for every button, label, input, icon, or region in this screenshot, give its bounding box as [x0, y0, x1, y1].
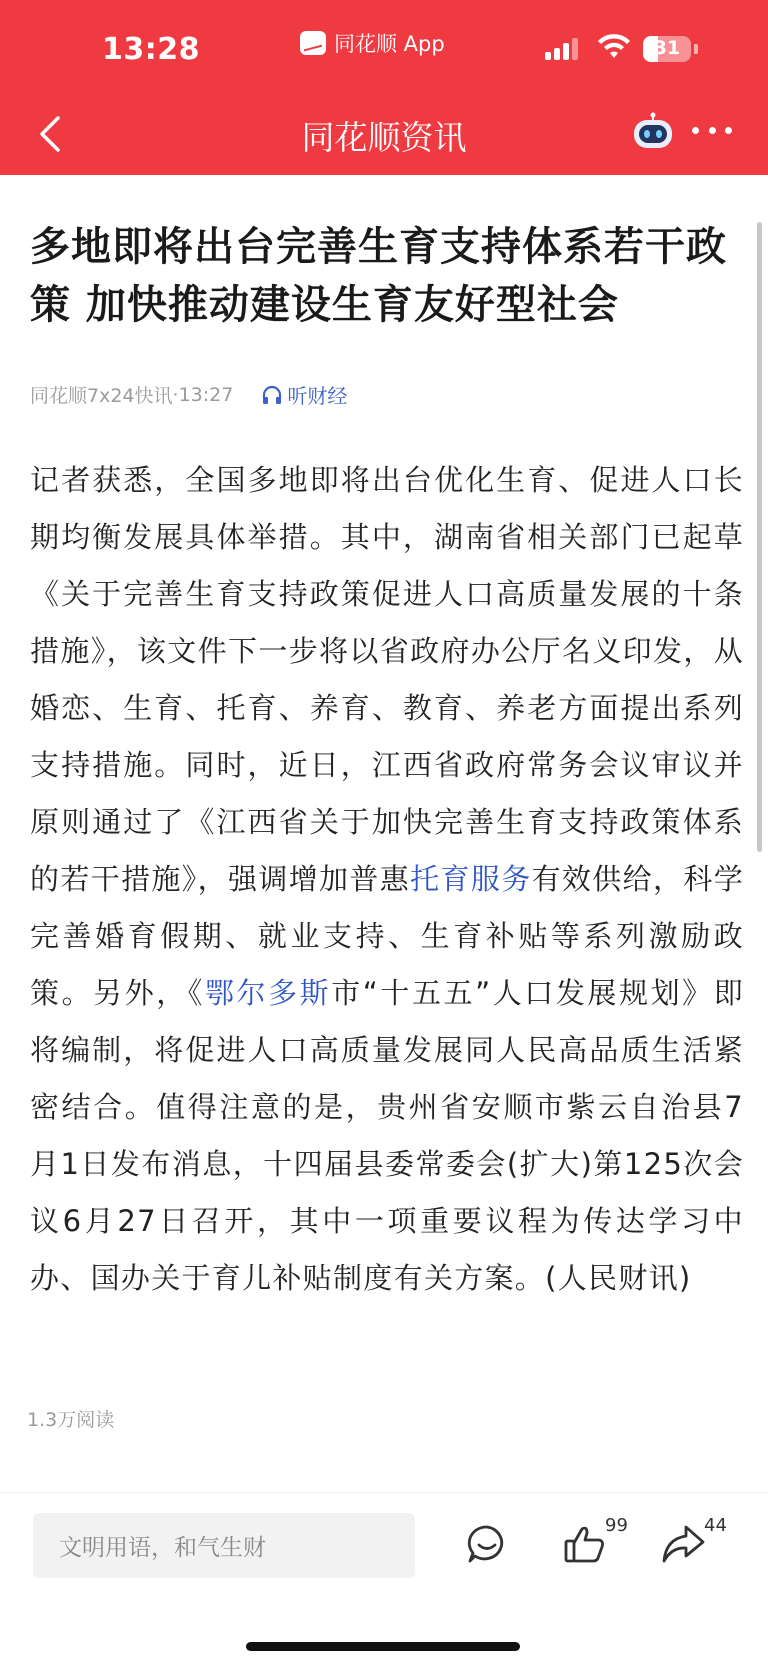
cellular-signal-icon [545, 38, 578, 60]
app-header [0, 0, 768, 175]
like-count: 99 [605, 1515, 628, 1536]
share-button[interactable] [660, 1515, 730, 1567]
article-time: 13:27 [178, 383, 234, 406]
headphones-icon [261, 384, 283, 406]
bottom-action-bar [0, 1492, 768, 1666]
article-meta [30, 380, 347, 409]
article-body [30, 452, 744, 1307]
body-text-part1: 记者获悉，全国多地即将出台优化生育、促进人口长期均衡发展具体举措。其中，湖南省相关部门已起草《关于完善生育支持政策促进人口高质量发展的十条措施》，该文件下一步将以省政府办公厅名义印发，从婚恋、生育、托育、养育、教育、养老方面提出系列支持措施。同时，近日，江西省政府常务会议审议并原则通过了《江西省关于加快完善生育支持政策体系的若干措施》，强调增加普惠 [30, 463, 744, 896]
read-count: 1.3万阅读 [27, 1409, 115, 1431]
listen-label: 听财经 [287, 384, 348, 408]
more-options-button[interactable] [692, 118, 732, 142]
share-arrow-icon [660, 1523, 706, 1565]
body-text-part3: 市“十五五”人口发展规划》即将编制，将促进人口高质量发展同人民高品质生活紧密结合。值得注意的是，贵州省安顺市紫云自治县7月1日发布消息，十四届县委常委会(扩大)第125次会议6月27日召开，其中一项重要议程为传达学习中办、国办关于育儿补贴制度有关方案。(人民财讯) [30, 976, 745, 1295]
battery-level: 31 [653, 37, 681, 59]
body-text-part2: 有效供给，科学完善婚育假期、就业支持、生育补贴等系列激励政策。另外，《 [30, 862, 744, 1010]
comment-bubble-icon [466, 1523, 508, 1565]
home-indicator[interactable] [246, 1642, 520, 1651]
like-button[interactable] [563, 1515, 633, 1567]
status-time: 13:28 [102, 32, 200, 67]
meta-separator: · [172, 383, 179, 406]
battery-icon [643, 36, 691, 62]
article-source: 同花顺7x24快讯 [30, 385, 173, 407]
robot-assistant-icon[interactable] [630, 112, 676, 152]
app-logo-icon [300, 31, 326, 55]
page-title: 同花顺资讯 [301, 118, 467, 157]
battery-cap [694, 44, 698, 54]
thumbs-up-icon [563, 1523, 607, 1565]
comment-button[interactable] [466, 1523, 510, 1567]
source-app-name: 同花顺 App [334, 32, 445, 56]
wifi-icon [597, 34, 631, 60]
source-app-indicator[interactable] [300, 28, 445, 58]
comment-input[interactable]: 文明用语，和气生财 [33, 1513, 415, 1578]
article-title: 多地即将出台完善生育支持体系若干政策 加快推动建设生育友好型社会 [30, 224, 727, 328]
listen-button[interactable] [261, 380, 347, 409]
link-childcare-services[interactable]: 托育服务 [410, 862, 532, 896]
share-count: 44 [704, 1515, 727, 1536]
scrollbar[interactable] [757, 222, 762, 852]
link-ordos[interactable]: 鄂尔多斯 [204, 976, 332, 1010]
